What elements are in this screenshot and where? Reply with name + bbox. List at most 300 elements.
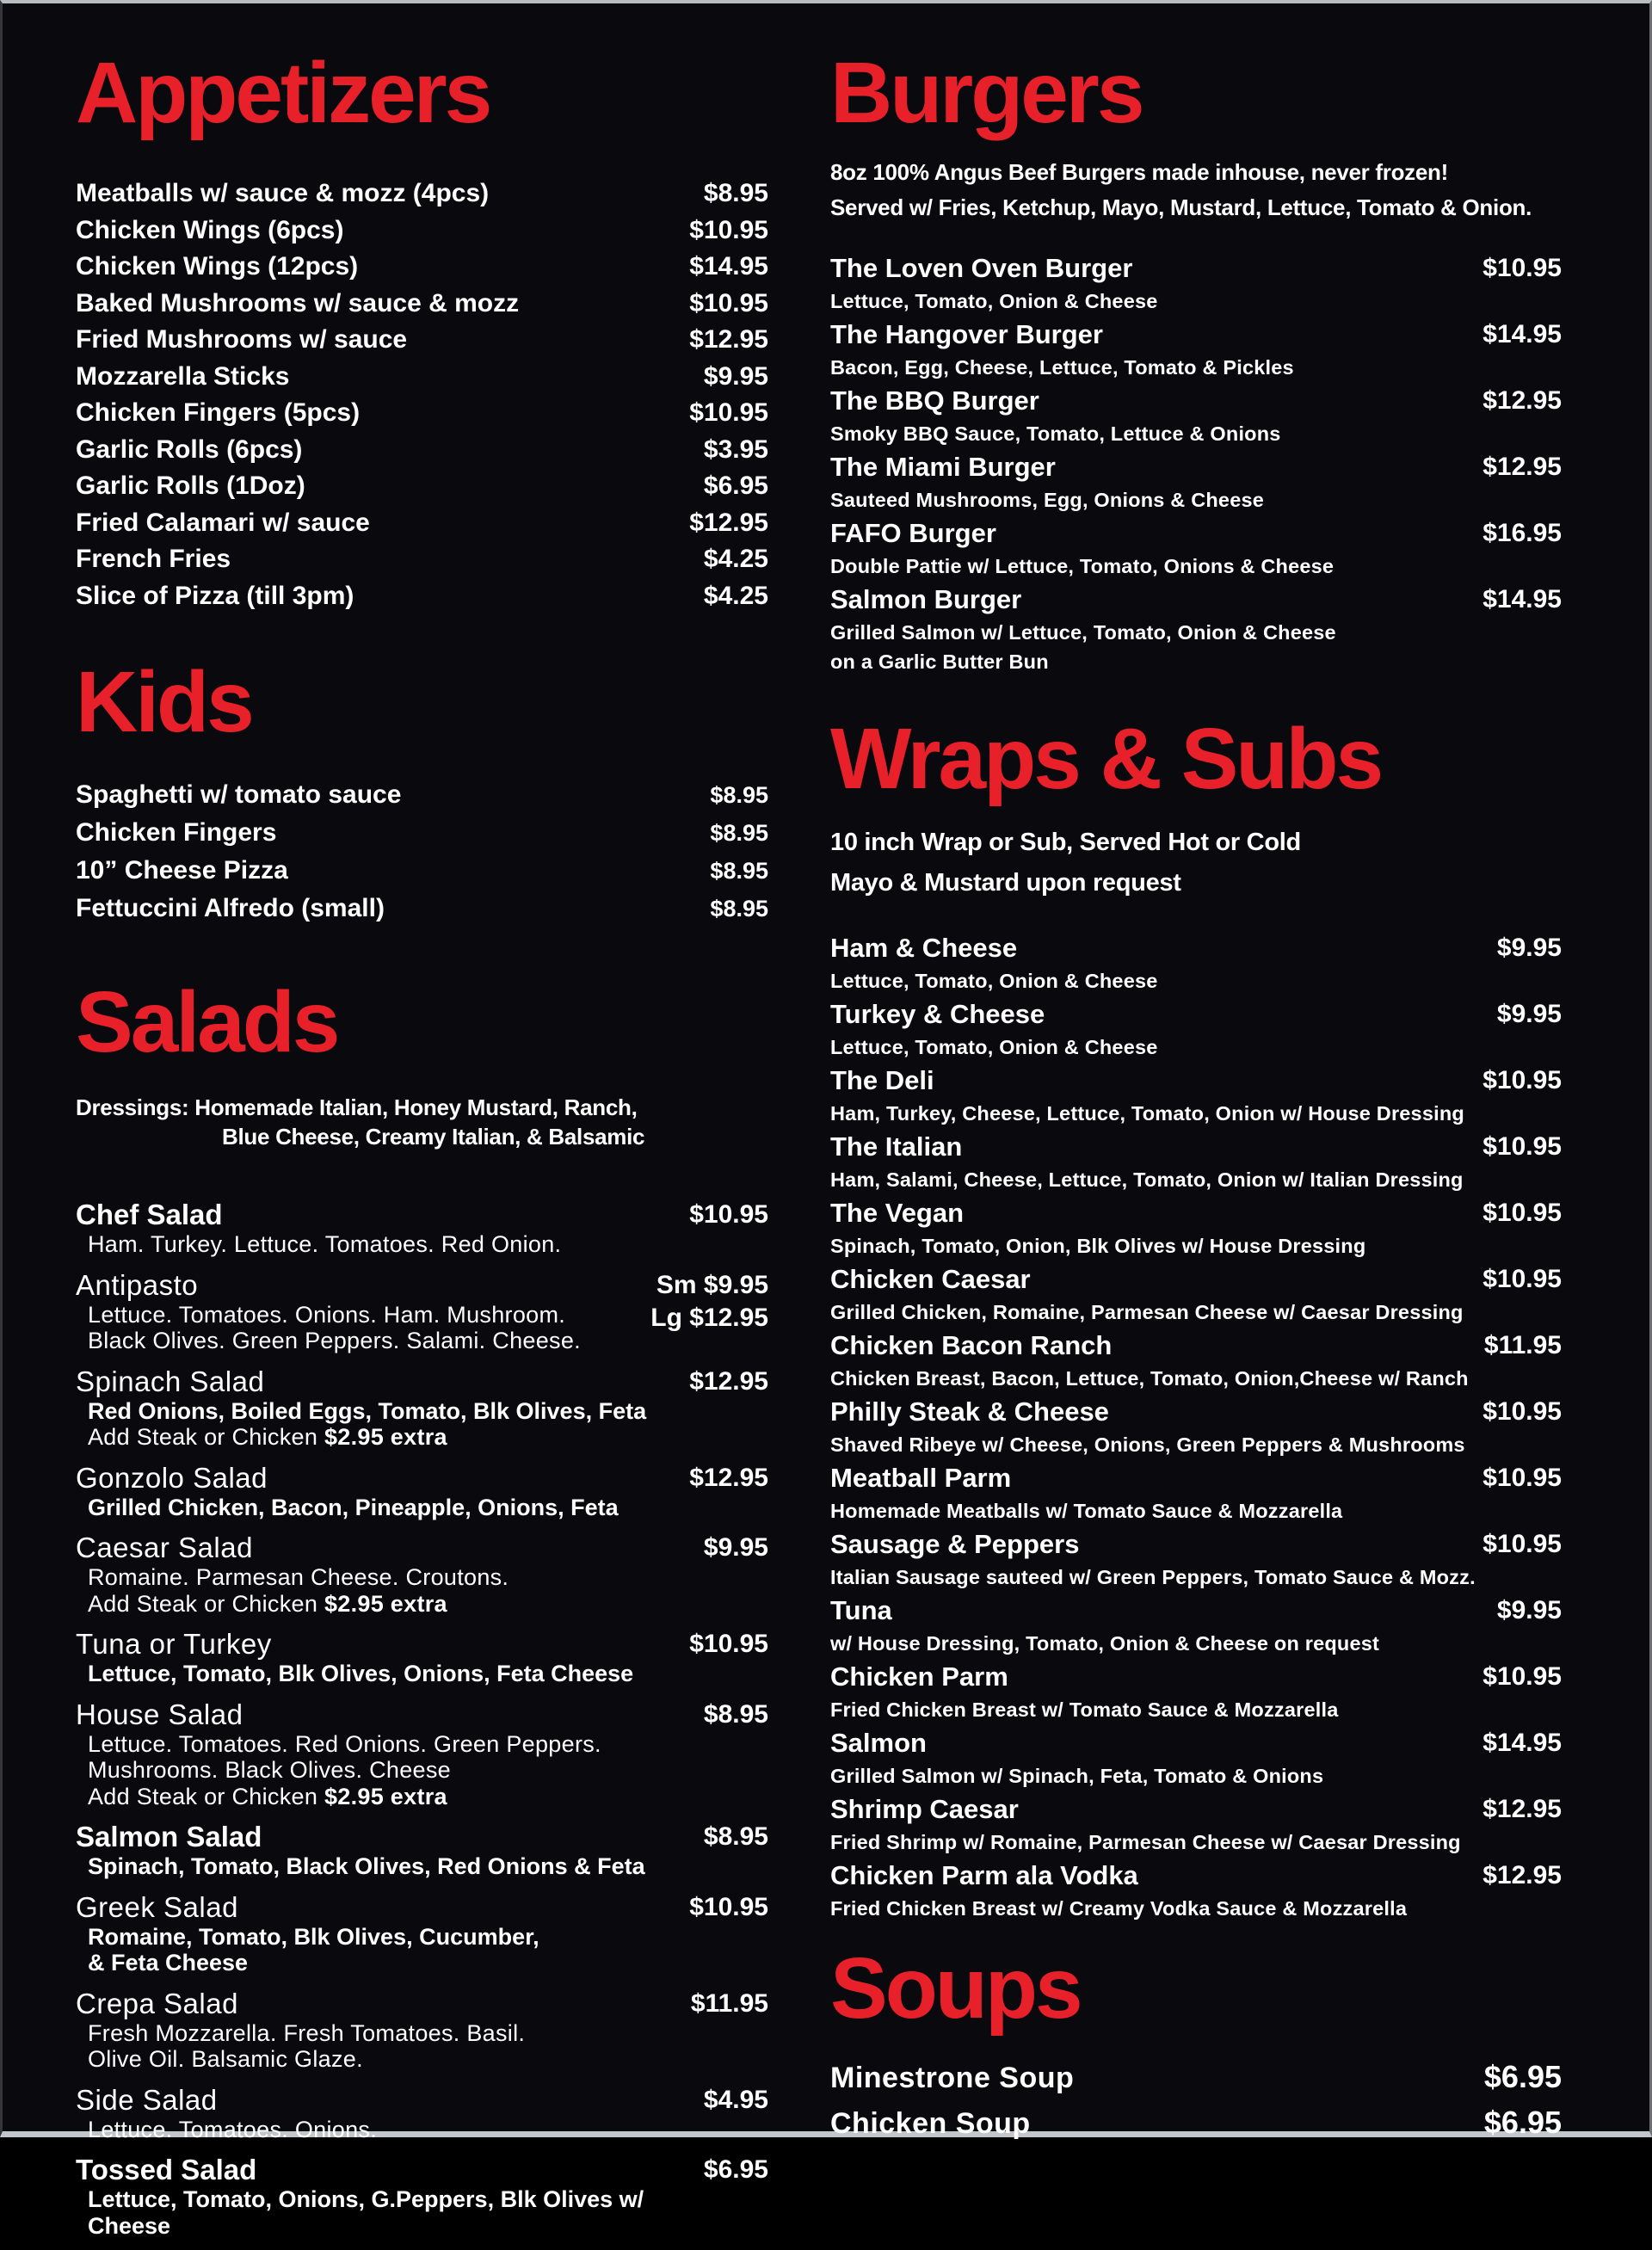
item-price <box>650 1269 768 1354</box>
item-name: The Vegan <box>830 1198 965 1228</box>
item-price <box>1497 929 1562 996</box>
item-desc-line: Mushrooms. Black Olives. Cheese <box>88 1757 451 1783</box>
price-value: $10.95 <box>1482 1066 1562 1094</box>
menu-item <box>830 581 1562 676</box>
item-price <box>704 359 768 396</box>
item-main <box>76 1462 689 1521</box>
section-title-wraps: Wraps & Subs <box>830 711 1382 807</box>
item-name: Tuna or Turkey <box>76 1628 272 1660</box>
section-intro-line: Served w/ Fries, Ketchup, Mayo, Mustard, Lettuce, Tomato & Onion. <box>830 194 1532 220</box>
menu-item <box>76 776 768 814</box>
item-name: Sausage & Peppers <box>830 1529 1080 1559</box>
menu-item <box>830 448 1562 515</box>
menu-item <box>830 1526 1562 1592</box>
item-price <box>1497 1592 1562 1658</box>
item-desc-line: Ham. Turkey. Lettuce. Tomatoes. Red Onion. <box>88 1231 562 1257</box>
menu-item <box>830 1393 1562 1459</box>
item-name: Shrimp Caesar <box>830 1794 1019 1824</box>
item-name: Chicken Fingers (5pcs) <box>76 398 361 427</box>
item-main <box>830 1459 1482 1526</box>
price-value: $10.95 <box>1482 1662 1562 1691</box>
item-name: Greek Salad <box>76 1890 238 1923</box>
item-desc-line: Smoky BBQ Sauce, Tomato, Lettuce & Onions <box>830 422 1281 445</box>
item-name: The Loven Oven Burger <box>830 253 1133 283</box>
item-main <box>830 1857 1482 1923</box>
menu-item <box>76 359 768 396</box>
item-price <box>710 852 768 890</box>
item-price <box>689 505 768 542</box>
item-main <box>76 213 689 250</box>
item-main <box>830 1592 1497 1658</box>
item-price <box>1482 1724 1562 1791</box>
menu-item <box>76 1988 768 2073</box>
price-value: $10.95 <box>689 1200 768 1229</box>
item-desc-line: Romaine. Parmesan Cheese. Croutons. <box>88 1564 509 1590</box>
item-name: Meatball Parm <box>830 1463 1012 1493</box>
item-main <box>830 1062 1482 1128</box>
item-price <box>1482 316 1562 382</box>
item-name: French Fries <box>76 545 231 573</box>
price-value: $6.95 <box>1483 2105 1562 2140</box>
menu-item <box>76 213 768 250</box>
section-intro-line: Mayo & Mustard upon request <box>830 869 1181 897</box>
menu-item <box>830 316 1562 382</box>
item-main <box>830 515 1482 581</box>
item-name: Garlic Rolls (6pcs) <box>76 435 303 464</box>
price-value: $8.95 <box>703 1699 768 1729</box>
item-name: Chef Salad <box>76 1199 223 1230</box>
price-value: $9.95 <box>1496 934 1562 962</box>
item-price <box>1482 1393 1562 1459</box>
item-price <box>1482 250 1562 316</box>
menu-item <box>76 1891 768 1976</box>
section-salads <box>76 974 768 2239</box>
item-main <box>830 1393 1482 1459</box>
item-main <box>76 1532 704 1617</box>
item-desc-line: Lettuce, Tomato, Blk Olives, Onions, Feta Cheese <box>88 1661 634 1686</box>
item-desc-extra-price: $2.95 extra <box>317 1424 447 1450</box>
item-main <box>830 996 1497 1062</box>
price-value: $12.95 <box>1482 1795 1562 1823</box>
item-price <box>1482 1128 1562 1194</box>
item-name: Salmon Burger <box>830 584 1022 614</box>
price-value: $10.95 <box>1482 1530 1562 1558</box>
item-desc-line: Fresh Mozzarella. Fresh Tomatoes. Basil. <box>88 2019 526 2046</box>
price-value: $14.95 <box>1482 320 1562 348</box>
menu-item <box>76 2084 768 2143</box>
price-value: $3.95 <box>703 435 768 464</box>
item-name: Caesar Salad <box>76 1532 253 1563</box>
menu-item <box>76 1821 768 1880</box>
item-main <box>76 814 710 852</box>
item-main <box>830 581 1482 676</box>
item-desc-line: Spinach, Tomato, Black Olives, Red Onions & Feta <box>88 1853 645 1879</box>
item-price <box>689 322 768 359</box>
item-desc-line: w/ House Dressing, Tomato, Onion & Cheese on request <box>830 1632 1380 1655</box>
price-value: $6.95 <box>1483 2059 1562 2094</box>
price-value: $6.95 <box>703 472 768 500</box>
menu-item <box>76 1269 768 1354</box>
item-name: Spinach Salad <box>76 1365 265 1397</box>
item-price <box>689 249 768 286</box>
item-price <box>689 1891 768 1976</box>
menu-item <box>830 2101 1562 2147</box>
item-main <box>76 776 710 814</box>
item-price <box>1482 1791 1562 1857</box>
menu-item <box>830 515 1562 581</box>
item-name: The BBQ Burger <box>830 385 1039 416</box>
item-price <box>1482 1062 1562 1128</box>
price-value: $10.95 <box>1482 1265 1562 1293</box>
item-price <box>704 2084 768 2143</box>
menu-item <box>76 322 768 359</box>
section-intro-line: 8oz 100% Angus Beef Burgers made inhouse, never frozen! <box>830 159 1448 185</box>
item-desc-line: & Feta Cheese <box>88 1950 249 1976</box>
item-name: Chicken Bacon Ranch <box>830 1330 1113 1360</box>
item-main <box>76 505 689 542</box>
item-desc-line: Lettuce. Tomatoes. Onions. <box>88 2116 377 2142</box>
item-main <box>76 852 710 890</box>
item-price <box>1484 1327 1562 1393</box>
item-price <box>1484 2104 1562 2141</box>
item-name: Chicken Caesar <box>830 1264 1031 1294</box>
price-value: $10.95 <box>689 1892 768 1921</box>
price-value: $8.95 <box>703 179 768 207</box>
price-value: $11.95 <box>690 1988 768 2018</box>
item-desc-line: Grilled Chicken, Romaine, Parmesan Cheese w/ Caesar Dressing <box>830 1301 1464 1323</box>
item-main <box>76 432 704 469</box>
item-name: Chicken Wings (12pcs) <box>76 252 359 280</box>
item-name: Salmon Salad <box>76 1821 262 1852</box>
menu-item <box>830 1857 1562 1923</box>
item-price <box>1482 515 1562 581</box>
item-price <box>1482 1194 1562 1261</box>
menu-item <box>830 382 1562 448</box>
price-value: $8.95 <box>703 1822 768 1851</box>
menu-item <box>76 2154 768 2239</box>
item-price <box>1497 996 1562 1062</box>
item-desc-line: Lettuce. Tomatoes. Red Onions. Green Peppers. <box>88 1730 601 1757</box>
item-desc-line: Add Steak or Chicken $2.95 extra <box>88 1783 447 1809</box>
menu-item <box>76 286 768 323</box>
item-name: House Salad <box>76 1698 243 1730</box>
item-desc-line: Grilled Chicken, Bacon, Pineapple, Onions, Feta <box>88 1494 619 1520</box>
menu-item <box>830 929 1562 996</box>
menu-item <box>830 2056 1562 2101</box>
item-desc-line: Lettuce. Tomatoes. Onions. Ham. Mushroom. <box>88 1301 566 1328</box>
section-title-soups: Soups <box>830 1940 1081 2037</box>
item-desc-line: Romaine, Tomato, Blk Olives, Cucumber, <box>88 1923 539 1950</box>
item-desc-line: Fried Chicken Breast w/ Creamy Vodka Sauce & Mozzarella <box>830 1897 1408 1920</box>
item-desc-line: Shaved Ribeye w/ Cheese, Onions, Green Peppers & Mushrooms <box>830 1433 1465 1456</box>
item-desc-line: Fried Chicken Breast w/ Tomato Sauce & Mozzarella <box>830 1698 1339 1721</box>
item-price <box>691 1988 768 2073</box>
section-intro-line: Dressings: Homemade Italian, Honey Mustard, Ranch, <box>76 1094 638 1120</box>
item-name: Tossed Salad <box>76 2154 257 2185</box>
item-desc-line: Lettuce, Tomato, Onion & Cheese <box>830 1036 1158 1058</box>
price-value: $9.95 <box>703 361 768 391</box>
menu-item <box>76 505 768 542</box>
section-title-kids: Kids <box>76 654 252 750</box>
item-main <box>76 359 704 396</box>
item-name: Philly Steak & Cheese <box>830 1396 1109 1427</box>
menu-item <box>830 1261 1562 1327</box>
item-desc-line: Lettuce, Tomato, Onion & Cheese <box>830 970 1158 992</box>
item-desc-line: Grilled Salmon w/ Spinach, Feta, Tomato & Onions <box>830 1765 1324 1787</box>
menu-item <box>830 1128 1562 1194</box>
price-value: $14.95 <box>689 252 768 280</box>
item-desc-line: Ham, Salami, Cheese, Lettuce, Tomato, Onion w/ Italian Dressing <box>830 1168 1464 1191</box>
item-main <box>76 2084 704 2143</box>
item-name: Crepa Salad <box>76 1987 238 2019</box>
right-column <box>830 45 1562 2147</box>
item-price <box>704 1821 768 1880</box>
menu-item <box>830 250 1562 316</box>
item-name: Fettuccini Alfredo (small) <box>76 894 385 922</box>
item-price <box>710 814 768 852</box>
price-value: $10.95 <box>1482 1132 1562 1161</box>
item-desc-line: Add Steak or Chicken $2.95 extra <box>88 1424 447 1450</box>
item-desc-line: Sauteed Mushrooms, Egg, Onions & Cheese <box>830 489 1264 511</box>
item-main <box>830 448 1482 515</box>
item-name: The Hangover Burger <box>830 319 1103 349</box>
item-price <box>704 468 768 505</box>
item-price <box>704 2154 768 2239</box>
price-value: $12.95 <box>1482 453 1562 481</box>
menu-item <box>76 1628 768 1687</box>
section-burgers <box>830 45 1562 676</box>
item-price <box>1482 1857 1562 1923</box>
item-name: Fried Mushrooms w/ sauce <box>76 325 408 354</box>
item-desc-line: Homemade Meatballs w/ Tomato Sauce & Mozzarella <box>830 1500 1343 1522</box>
price-value: $10.95 <box>1482 1199 1562 1227</box>
menu-item <box>76 249 768 286</box>
price-value: $12.95 <box>1482 386 1562 415</box>
item-name: Spaghetti w/ tomato sauce <box>76 780 402 809</box>
item-main <box>76 1199 689 1258</box>
item-name: Chicken Soup <box>830 2107 1031 2140</box>
item-main <box>76 176 704 213</box>
item-main <box>830 1791 1482 1857</box>
menu-item <box>830 996 1562 1062</box>
item-main <box>76 578 704 615</box>
item-price <box>689 1462 768 1521</box>
item-desc-line: Ham, Turkey, Cheese, Lettuce, Tomato, Onion w/ House Dressing <box>830 1102 1464 1125</box>
item-main <box>830 2056 1484 2101</box>
price-value: $10.95 <box>1482 1397 1562 1426</box>
item-name: Chicken Parm ala Vodka <box>830 1860 1138 1890</box>
item-main <box>830 316 1482 382</box>
menu-item <box>830 1791 1562 1857</box>
price-value: $10.95 <box>1482 1464 1562 1492</box>
price-value: $12.95 <box>689 325 768 354</box>
price-value: $8.95 <box>710 820 768 846</box>
section-wraps <box>830 711 1562 1923</box>
item-main <box>830 1658 1482 1724</box>
item-main <box>76 249 689 286</box>
item-main <box>830 1327 1484 1393</box>
item-price <box>704 578 768 615</box>
price-value: $12.95 <box>689 1463 768 1492</box>
item-main <box>76 1365 689 1451</box>
item-name: The Italian <box>830 1131 963 1162</box>
menu-item <box>76 852 768 890</box>
item-desc-extra-price: $2.95 extra <box>317 1783 447 1809</box>
price-value: $10.95 <box>689 215 768 244</box>
item-desc-line: Double Pattie w/ Lettuce, Tomato, Onions & Cheese <box>830 555 1335 577</box>
item-main <box>830 382 1482 448</box>
price-value: $10.95 <box>689 1630 768 1658</box>
menu-item <box>76 395 768 432</box>
item-desc-line: Grilled Salmon w/ Lettuce, Tomato, Onion & Cheese <box>830 621 1336 644</box>
item-main <box>830 250 1482 316</box>
price-value: $4.95 <box>703 2085 768 2114</box>
item-price <box>1482 1459 1562 1526</box>
price-value: $6.95 <box>703 2155 768 2184</box>
item-desc-line: Spinach, Tomato, Onion, Blk Olives w/ House Dressing <box>830 1235 1366 1257</box>
item-price <box>689 1365 768 1451</box>
left-column <box>76 45 768 2250</box>
price-value: $16.95 <box>1482 519 1562 547</box>
item-desc-line: Lettuce, Tomato, Onions, G.Peppers, Blk Olives w/ Cheese <box>88 2186 644 2239</box>
item-price <box>689 395 768 432</box>
section-title-appetizers: Appetizers <box>76 45 490 141</box>
item-name: Fried Calamari w/ sauce <box>76 508 370 537</box>
item-price <box>1482 448 1562 515</box>
section-appetizers <box>76 45 768 614</box>
item-name: The Miami Burger <box>830 452 1056 482</box>
price-value: Sm $9.95 <box>656 1270 768 1299</box>
item-price <box>710 776 768 814</box>
item-name: Baked Mushrooms w/ sauce & mozz <box>76 288 520 317</box>
item-main <box>830 1261 1482 1327</box>
price-value: $12.95 <box>689 1366 768 1396</box>
price-value: Lg $12.95 <box>650 1303 768 1332</box>
item-desc-line: Red Onions, Boiled Eggs, Tomato, Blk Olives, Feta <box>88 1397 647 1424</box>
item-desc-line: Lettuce, Tomato, Onion & Cheese <box>830 290 1158 312</box>
item-price <box>689 286 768 323</box>
item-main <box>76 1269 650 1354</box>
menu-item <box>830 1724 1562 1791</box>
menu-item <box>76 814 768 852</box>
item-main <box>76 322 689 359</box>
menu-item <box>76 890 768 928</box>
item-main <box>76 1988 691 2073</box>
item-name: Side Salad <box>76 2083 218 2116</box>
price-value: $4.25 <box>703 545 768 573</box>
item-main <box>830 1526 1482 1592</box>
menu-item <box>830 1459 1562 1526</box>
price-value: $8.95 <box>710 858 768 884</box>
item-price <box>1482 1261 1562 1327</box>
item-name: Chicken Wings (6pcs) <box>76 215 344 244</box>
menu-item <box>76 1698 768 1810</box>
item-main <box>76 1698 704 1810</box>
item-main <box>76 1891 689 1976</box>
item-price <box>1482 1526 1562 1592</box>
menu-item <box>76 578 768 615</box>
item-price <box>1482 382 1562 448</box>
price-value: $9.95 <box>703 1533 768 1562</box>
section-title-burgers: Burgers <box>830 45 1143 141</box>
price-value: $10.95 <box>689 288 768 317</box>
item-main <box>76 468 704 505</box>
menu-item <box>76 1532 768 1617</box>
item-price <box>704 176 768 213</box>
item-main <box>76 2154 704 2239</box>
menu-item <box>76 468 768 505</box>
section-kids <box>76 654 768 928</box>
item-price <box>1484 2058 1562 2095</box>
price-value: $8.95 <box>710 896 768 922</box>
item-price <box>689 213 768 250</box>
menu-item <box>830 1062 1562 1128</box>
item-main <box>76 286 689 323</box>
item-desc-line: Fried Shrimp w/ Romaine, Parmesan Cheese w/ Caesar Dressing <box>830 1831 1461 1853</box>
item-desc-line: on a Garlic Butter Bun <box>830 650 1049 673</box>
menu-item <box>830 1592 1562 1658</box>
item-price <box>704 541 768 578</box>
item-name: The Deli <box>830 1065 934 1095</box>
item-name: Slice of Pizza (till 3pm) <box>76 581 354 610</box>
menu-item <box>76 1365 768 1451</box>
item-main <box>76 541 704 578</box>
menu-item <box>76 432 768 469</box>
menu-item <box>76 541 768 578</box>
item-name: Antipasto <box>76 1268 199 1301</box>
item-price <box>689 1628 768 1687</box>
item-main <box>830 1724 1482 1791</box>
item-main <box>830 929 1497 996</box>
price-value: $12.95 <box>1482 1861 1562 1889</box>
menu-item <box>830 1194 1562 1261</box>
item-name: 10” Cheese Pizza <box>76 856 288 885</box>
item-main <box>830 2101 1484 2147</box>
item-name: Gonzolo Salad <box>76 1461 268 1494</box>
item-main <box>76 1821 704 1880</box>
item-price <box>1482 1658 1562 1724</box>
price-value: $12.95 <box>689 508 768 537</box>
section-intro-line: Blue Cheese, Creamy Italian, & Balsamic <box>222 1124 645 1150</box>
price-value: $10.95 <box>1482 254 1562 282</box>
item-desc-line: Add Steak or Chicken $2.95 extra <box>88 1590 447 1617</box>
item-name: Mozzarella Sticks <box>76 361 290 391</box>
menu-item <box>76 1462 768 1521</box>
price-value: $4.25 <box>703 581 768 610</box>
item-name: Minestrone Soup <box>830 2062 1075 2094</box>
item-main <box>830 1194 1482 1261</box>
item-price <box>704 1698 768 1810</box>
item-desc-line: Black Olives. Green Peppers. Salami. Cheese. <box>88 1328 581 1353</box>
item-price <box>704 1532 768 1617</box>
section-intro-line: 10 inch Wrap or Sub, Served Hot or Cold <box>830 829 1301 856</box>
item-name: Turkey & Cheese <box>830 999 1045 1029</box>
item-desc-line: Chicken Breast, Bacon, Lettuce, Tomato, Onion,Cheese w/ Ranch <box>830 1367 1469 1390</box>
item-name: Tuna <box>830 1595 892 1625</box>
item-desc-line: Bacon, Egg, Cheese, Lettuce, Tomato & Pickles <box>830 356 1294 379</box>
menu-item <box>830 1327 1562 1393</box>
item-desc-extra-price: $2.95 extra <box>317 1590 447 1617</box>
item-price <box>704 432 768 469</box>
section-soups <box>830 1940 1562 2147</box>
item-desc-line: Olive Oil. Balsamic Glaze. <box>88 2046 363 2072</box>
item-name: Meatballs w/ sauce & mozz (4pcs) <box>76 179 490 207</box>
price-value: $9.95 <box>1496 1596 1562 1624</box>
menu-item <box>76 176 768 213</box>
item-name: Garlic Rolls (1Doz) <box>76 472 305 500</box>
item-name: Salmon <box>830 1728 927 1758</box>
item-name: Ham & Cheese <box>830 933 1018 963</box>
